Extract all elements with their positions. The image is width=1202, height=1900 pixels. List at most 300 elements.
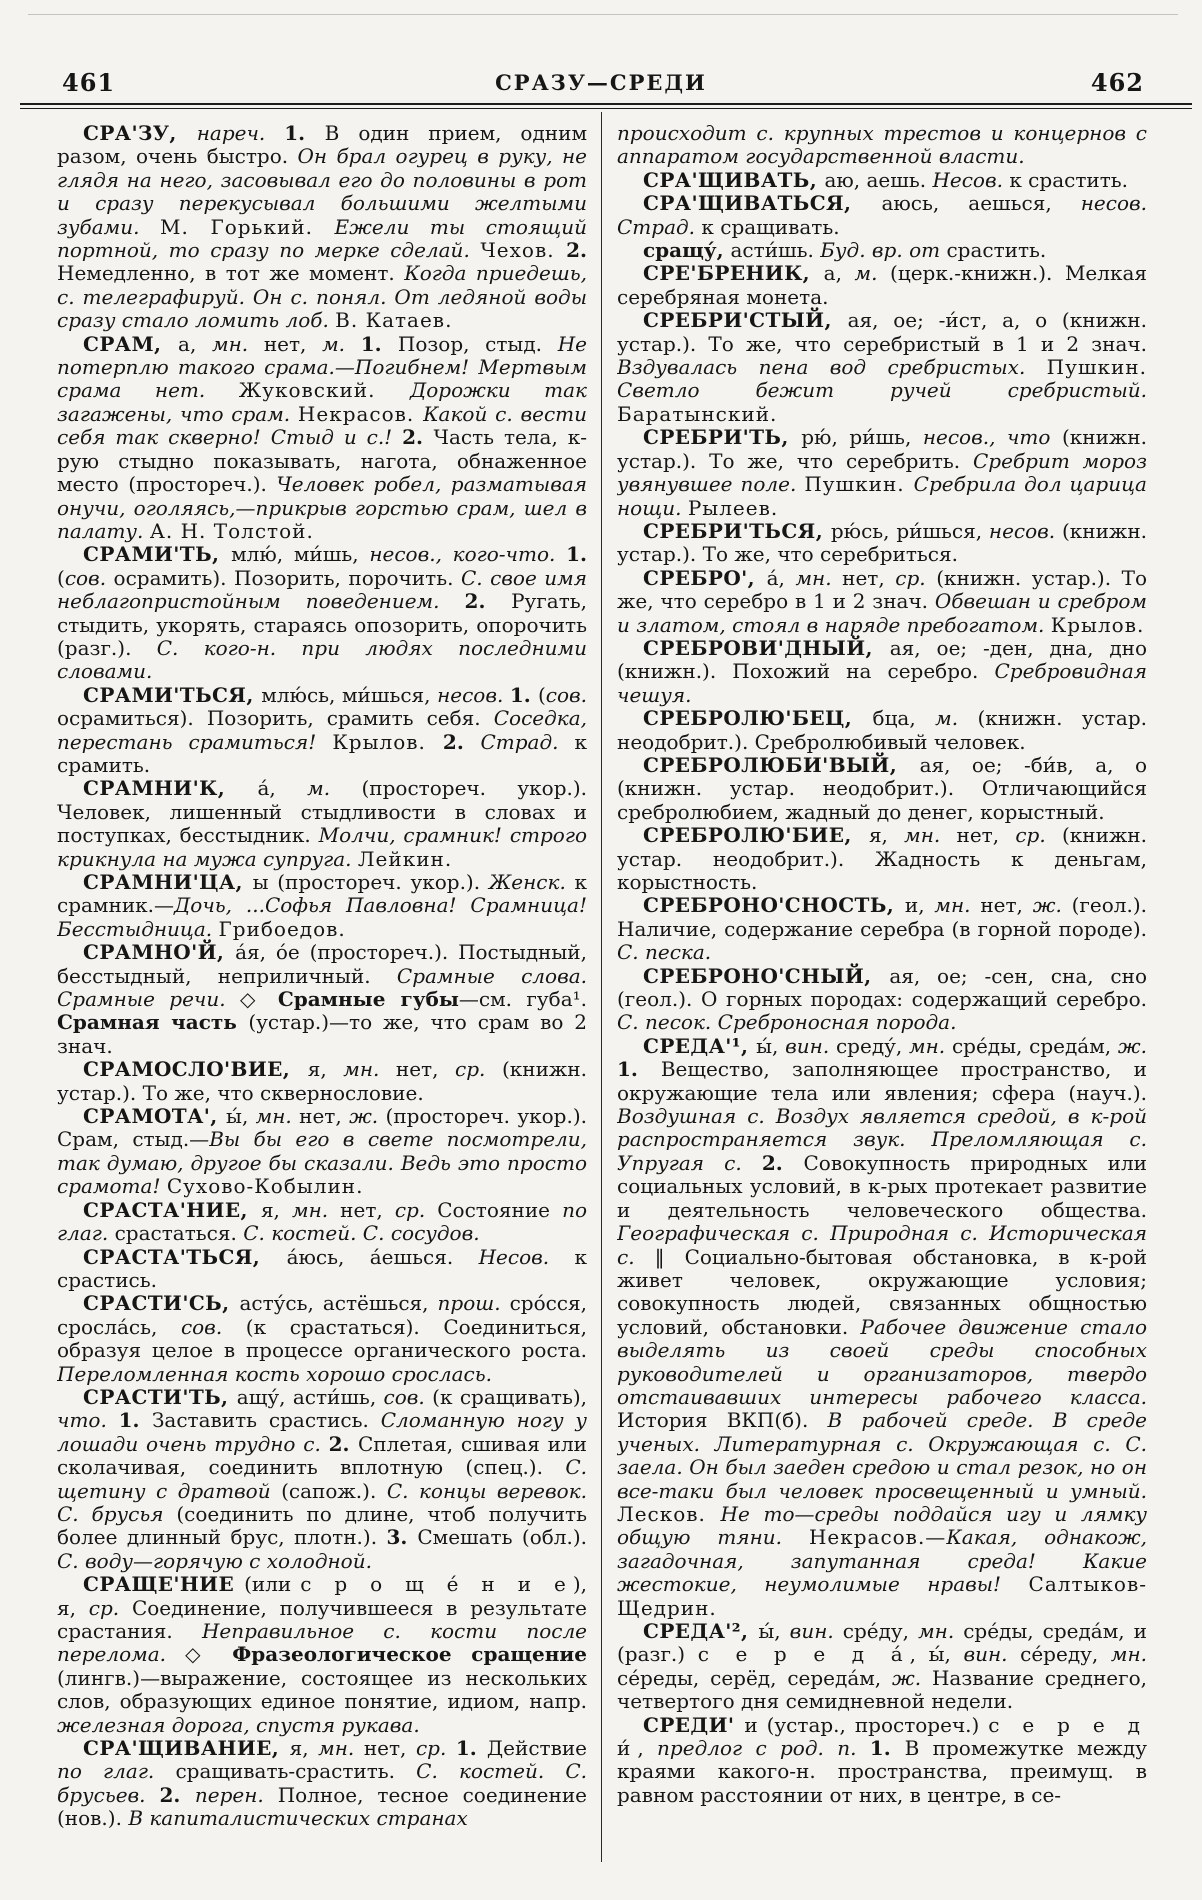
text-run: (церк.-книжн.). Мелкая серебряная монета. <box>617 261 1147 309</box>
headword: СРАСТИ'СЬ, <box>83 1291 240 1316</box>
headword: СРАМОСЛО'ВИЕ, <box>83 1057 308 1082</box>
text-run: среду́, <box>835 1033 910 1058</box>
text-run: Часть тела, к-рую стыдно показывать, нагота, обнаженное место (простореч.). <box>57 425 587 497</box>
text-run: и (устар., простореч.) <box>744 1712 989 1737</box>
text-run: Салтыков-Щедрин. <box>617 1572 1147 1620</box>
text-run: (сапож.). <box>281 1478 387 1503</box>
headword: СРЕ'БРЕНИК, <box>643 261 824 286</box>
text-run: млю́сь, ми́шься, <box>261 682 438 707</box>
text-run: сре́ды, среда́м, и (разг.) <box>617 1619 1147 1667</box>
text-run: ы́, <box>758 1619 790 1643</box>
text-run: железная дорога, спустя рукава. <box>57 1712 420 1737</box>
text-run: Ежели ты стоящий портной, то сразу по мерке сделай. <box>57 214 587 263</box>
text-run: нет, <box>363 1736 416 1761</box>
text-run: Срамные губы <box>277 987 459 1012</box>
text-run: а́, <box>766 565 796 590</box>
text-run: Дочь, ...Софья Павловна! Срамница! Бесстыдница. <box>57 893 587 941</box>
text-run: 2. <box>328 1431 358 1456</box>
text-run: се́реду, <box>1020 1642 1111 1667</box>
text-run: Лейкин. <box>357 846 453 871</box>
text-run: С. свое имя неблагопристойным поведением. <box>57 565 587 614</box>
headword: СРЕБРО', <box>643 565 767 590</box>
text-run: нет, <box>340 1197 395 1222</box>
text-run: Позор, стыд. <box>397 331 558 356</box>
text-run: мн. <box>934 893 981 918</box>
entry-sredi <box>617 1714 1147 1808</box>
entry-srebristy <box>617 309 1147 426</box>
text-run: (книжн. устар. неодобрит.). Сребролюбивый человек. <box>617 706 1147 754</box>
text-run: В. Катаев. <box>335 308 453 333</box>
entry-srastanie <box>57 1199 587 1246</box>
headword: СРЕБРОЛЮБИ'ВЫЙ, <box>643 752 920 777</box>
text-run: 2. <box>761 1150 804 1175</box>
text-run: (лингв.)—выражение, состоящее из нескольких слов, образующих единое понятие, идиом, напр. <box>57 1665 587 1714</box>
text-run: В капиталистических странах <box>128 1806 468 1831</box>
text-run: (соединить по длине, чтоб получить более длинный брус, плотн.). <box>57 1501 587 1550</box>
text-run: к срамить. <box>57 729 587 777</box>
headword: СРЕДА'², <box>643 1619 759 1643</box>
text-run: ж. <box>349 1104 386 1129</box>
header-double-rule <box>20 103 1192 109</box>
headword: СРА'ЩИВАТЬ, <box>643 167 825 192</box>
text-run: рю́, ри́шь, <box>801 425 923 450</box>
text-run: а, <box>178 331 213 356</box>
text-run: Чехов. <box>480 238 567 263</box>
entry-srastit <box>57 1386 587 1573</box>
headword: СРАЩЕ'НИЕ <box>83 1572 245 1597</box>
text-run: —см. губа¹. <box>458 987 587 1012</box>
text-run: несов. Страд. <box>617 191 1147 239</box>
headword: СРА'ЩИВАНИЕ, <box>83 1736 290 1761</box>
text-run: Сребрила дол царица нощи. <box>617 472 1147 520</box>
headword: СРЕБРОНО'СНЫЙ, <box>643 963 890 988</box>
text-run: Совокупность природных или социальных условий, в к-рых протекает развитие и деятельность человеческого общества. <box>617 1150 1147 1222</box>
text-run: несов., кого-что. <box>369 542 567 567</box>
headword: СРАСТА'НИЕ, <box>83 1197 261 1222</box>
text-run: ы (простореч. укор.). <box>252 870 489 894</box>
text-run: А. Н. Толстой. <box>149 518 314 543</box>
text-run: Соединение, получившееся в результате срастания. <box>57 1595 587 1643</box>
text-run: С. щетину с дратвой <box>57 1455 587 1503</box>
text-run: Пушкин. <box>804 472 914 497</box>
headword: СРЕБРИ'СТЫЙ, <box>643 308 848 333</box>
text-run: Когда приедешь, с. телеграфируй. Он с. понял. От ледяной воды сразу стало ломить лоб. <box>57 261 587 333</box>
text-run: Некрасов. <box>297 401 424 426</box>
headword: СРЕБРОЛЮ'БИЕ, <box>643 823 869 848</box>
text-run: Некрасов.— <box>808 1525 947 1550</box>
text-run: асту́сь, астёшься, <box>239 1291 438 1316</box>
entry-sramnik <box>57 777 587 871</box>
text-run: ая, ое; -би́в, а, о (книжн. устар. неодобрит.). Отличающийся сребролюбием, жадный до денег, корыстный. <box>617 752 1147 824</box>
text-run: Фразеологическое сращение <box>232 1642 587 1667</box>
text-run: (книжн. устар.). То же, что серебриться. <box>617 518 1147 567</box>
text-run: а́я, о́е (простореч.). Постыдный, бесстыдный, неприличный. <box>57 940 587 988</box>
entry-sramit <box>57 543 587 683</box>
text-run: вин. <box>789 1619 843 1643</box>
text-run: нет, <box>956 823 1016 848</box>
headword: СРЕБРОНО'СНОСТЬ, <box>643 893 905 918</box>
text-run: я, <box>260 1197 292 1222</box>
text-run: Жуковский. <box>238 378 410 403</box>
text-run: Вещество, заполняющее пространство, и окружающие тела или явления; сфера (науч.). <box>617 1057 1147 1105</box>
text-run: аюсь, аешься, <box>881 191 1081 216</box>
headword: СРАМНО'Й, <box>83 940 236 965</box>
entry-srashchenie <box>57 1573 587 1737</box>
text-run: (простореч. укор.). Срам, стыд.— <box>57 1104 587 1152</box>
text-run: Срамная часть <box>57 1010 249 1035</box>
text-run: се́реды, серёд, середа́м, <box>617 1665 893 1690</box>
entry-srebrit <box>617 426 1147 520</box>
text-run: ср. <box>455 1057 502 1082</box>
headword: СРАМОТА', <box>83 1104 227 1129</box>
text-run: осрамиться). Позорить, срамить себя. <box>57 706 494 731</box>
text-run: Светло бежит ручей сребристый. <box>617 378 1147 403</box>
text-run: История ВКП(б). <box>617 1408 828 1433</box>
text-run: В промежутке между краями какого-н. пространства, преимущ. в равном расстоянии от них, в центре, в се- <box>617 1736 1147 1807</box>
text-run: мн. <box>255 1104 300 1129</box>
text-run: (к сращивать), <box>432 1384 587 1409</box>
text-run: сов. <box>64 565 114 590</box>
column-divider-rule <box>601 112 602 1862</box>
text-run: Название среднего, четвертого дня семидневной недели. <box>617 1665 1147 1714</box>
headword: СРЕБРИ'ТЬСЯ, <box>643 518 831 543</box>
entry-srebronosny <box>617 965 1147 1035</box>
text-run: Действие <box>486 1736 587 1761</box>
text-run: сре́ду, <box>842 1619 919 1643</box>
text-run: ж. <box>1032 893 1072 918</box>
headword: СРЕБРИ'ТЬ, <box>643 425 802 450</box>
text-run: Сребровидная чешуя. <box>617 659 1147 707</box>
entry-srebrolyubets <box>617 707 1147 754</box>
text-run: а́юсь, а́ешься. <box>286 1244 479 1269</box>
text-run: ), я, <box>57 1572 587 1620</box>
text-run: сро́сся, сросла́сь, <box>57 1291 587 1339</box>
text-run: 1. <box>566 542 587 567</box>
text-run: к срастись. <box>57 1244 587 1292</box>
text-run: (простореч. укор.). Человек, лишенный стыдливости в словах и поступках, бесстыдник. <box>57 776 587 848</box>
text-run: нет, <box>299 1104 350 1129</box>
text-run: а, <box>823 261 855 286</box>
text-run: рю́сь, ри́шься, <box>830 518 989 543</box>
running-head: СРАЗУ—СРЕДИ <box>495 70 707 95</box>
text-run: (книжн. устар.). То же, что сквернословие. <box>57 1057 587 1105</box>
headword: СРАМ, <box>83 331 179 356</box>
entry-srashchivatsya <box>617 192 1147 239</box>
text-run: ◇ <box>185 1642 233 1667</box>
text-run: ( <box>57 565 65 590</box>
text-run: Заставить срастись. <box>151 1408 381 1433</box>
text-run: бца, <box>872 706 936 731</box>
text-run: ср. <box>415 1736 456 1761</box>
text-run: 1. <box>284 122 325 145</box>
text-run: срастить. <box>946 238 1047 263</box>
text-run: 2. <box>159 1782 195 1807</box>
text-run: Не то—среды поддайся игу и лямку общую тяни. <box>617 1501 1147 1550</box>
text-run: к сращивать. <box>701 214 840 239</box>
text-run: В рабочей среде. В среде ученых. Литературная с. Окружающая с. С. заела. Он был заеден средою и стал резок, но он все-таки был человек просвещенный и умный. <box>617 1408 1147 1503</box>
entry-srashchu <box>617 239 1147 262</box>
headword: СРЕДИ' <box>643 1712 745 1737</box>
text-run: мн. <box>795 565 843 590</box>
text-run: Дорожки так загажены, что срам. <box>57 378 587 426</box>
text-run: Вздувалась пена вод сребристых. <box>617 355 1047 380</box>
text-run: и, <box>904 893 935 918</box>
page-number-left: 461 <box>62 68 116 97</box>
text-run: 1. <box>869 1736 905 1761</box>
text-run: осрамить). Позорить, порочить. <box>113 565 461 590</box>
text-run: мн. <box>291 1197 341 1222</box>
headword: СРАМНИ'К, <box>83 776 258 801</box>
text-run: Состояние <box>437 1197 563 1222</box>
text-run: с е р е д и́ <box>617 1712 1147 1761</box>
entry-srebro <box>617 567 1147 637</box>
text-run: Несов. <box>478 1244 575 1269</box>
text-run: вин. <box>785 1033 836 1058</box>
text-run: Он брал огурец в руку, не глядя на него, засовывал его до половины в рот и сразу перекусывал большими желтыми зубами. <box>57 144 587 239</box>
text-run: Немедленно, в тот же момент. <box>57 261 405 286</box>
text-run: ащу́, асти́шь, <box>236 1384 384 1409</box>
text-run: с р о щ е́ н и е <box>300 1572 573 1597</box>
text-run: ср. <box>1015 823 1062 848</box>
text-run: Крылов. <box>332 729 443 754</box>
entry-srashchivat <box>617 169 1147 192</box>
text-run: 2. <box>464 589 512 614</box>
text-run: мн. <box>212 331 264 356</box>
text-run: Не потерплю такого срама.—Погибнем! Мертвым срама нет. <box>57 331 587 403</box>
entry-sramoslovie <box>57 1058 587 1105</box>
text-run: нет, <box>263 331 323 356</box>
entry-srebronosnost <box>617 894 1147 964</box>
text-run: с е р е д а́ <box>697 1642 910 1667</box>
page-top-edge-line <box>28 14 1178 15</box>
entry-sramota <box>57 1105 587 1199</box>
text-run: мн. <box>1110 1642 1147 1667</box>
entry-srastis <box>57 1292 587 1386</box>
text-run: 1. <box>118 1408 152 1433</box>
text-run: я, <box>868 823 905 848</box>
text-run: 3. <box>386 1525 418 1550</box>
text-run: Воздушная с. Воздух является средой, в к-рой распространяется звук. Преломляющая с. Упругая с. <box>617 1104 1147 1175</box>
headword: СРАМНИ'ЦА, <box>83 870 253 894</box>
text-run: нареч. <box>196 122 285 145</box>
entry-continuation <box>617 122 1147 169</box>
text-run: Страд. <box>480 729 575 754</box>
text-run: (к срастаться). Соединиться, образуя целое в процессе органического роста. <box>57 1314 587 1363</box>
text-run: м. <box>854 261 891 286</box>
text-run: Переломленная кость хорошо срослась. <box>57 1361 492 1386</box>
text-run: Географическая с. Природная с. Историческая с. <box>617 1221 1147 1269</box>
text-run: Обвешан и сребром и златом, стоял в наряде пребогатом. <box>617 589 1147 637</box>
entry-srashchivanie <box>57 1737 587 1831</box>
text-run: С. кого-н. при людях последними словами. <box>57 635 587 684</box>
text-run: ср. <box>394 1197 438 1222</box>
text-run: сов. <box>545 682 587 707</box>
text-run: Женск. <box>488 870 575 894</box>
text-run: Какой с. вести себя так скверно! Стыд и с.! <box>57 401 587 450</box>
text-run: (геол.). Наличие, содержание серебра (в горной породе). <box>617 893 1147 941</box>
entry-sramitsya <box>57 684 587 778</box>
text-run: Крылов. <box>1050 612 1145 637</box>
text-run: , ы́, <box>909 1642 964 1667</box>
text-run: ‖ Социально-бытовая обстановка, в к-рой живет человек, окружающие условия; совокупность людей, связанных общностью условий, обстановки. <box>617 1244 1147 1339</box>
text-run: М. Горький. <box>160 214 335 239</box>
headword: СРАСТИ'ТЬ, <box>83 1384 237 1409</box>
text-run: 1. <box>509 682 538 707</box>
text-run: мн. <box>343 1057 396 1082</box>
text-run: Лесков. <box>617 1501 721 1526</box>
text-run: срастаться. <box>114 1221 244 1246</box>
text-run: В один прием, одним разом, очень быстро. <box>57 122 587 169</box>
text-run: ы́, <box>226 1104 256 1129</box>
text-run: Срамные слова. Срамные речи. <box>57 963 587 1012</box>
entry-srebritsya <box>617 520 1147 567</box>
text-run: Человек робел, разматывая онучи, оголяясь,—прикрыв горстью срам, шел в палату. <box>57 472 587 543</box>
text-run: м. <box>935 706 978 731</box>
text-run: ж. <box>892 1665 932 1690</box>
text-run: 1. <box>455 1736 487 1761</box>
text-run: сращу́, <box>643 238 731 263</box>
text-run: С. воду—горячую с холодной. <box>57 1548 372 1573</box>
entry-srebrolyubie <box>617 824 1147 894</box>
text-run: нет, <box>842 565 896 590</box>
text-run: по глаг. <box>57 1759 176 1784</box>
headword: СРЕДА'¹, <box>643 1033 757 1058</box>
text-run: С. концы веревок. С. брусья <box>57 1478 587 1526</box>
text-column-left <box>57 122 587 1867</box>
text-run: перен. <box>194 1782 278 1807</box>
text-run: ая, ое; -и́ст, а, о (книжн. устар.). То же, что серебристый в 1 и 2 знач. <box>617 308 1147 356</box>
text-run: (книжн. устар.). То же, что серебро в 1 и 2 знач. <box>617 565 1147 614</box>
text-run: Молчи, срамник! строго крикнула на мужа супруга. <box>57 823 587 871</box>
text-run: ◇ <box>240 987 278 1012</box>
text-run: С. песок. Среброносная порода. <box>617 1010 957 1035</box>
text-run: Пушкин. <box>1046 355 1147 380</box>
text-run: Смешать (обл.). <box>417 1525 587 1550</box>
text-run: (или <box>244 1572 301 1597</box>
text-run: сов. <box>383 1384 433 1409</box>
text-run: а́, <box>257 776 308 801</box>
text-run: сращивать-срастить. <box>175 1759 417 1784</box>
text-run: (устар.)—то же, что срам во 2 знач. <box>57 1010 587 1058</box>
text-run: 2. <box>442 729 481 754</box>
entry-sramnoy <box>57 941 587 1058</box>
entry-srebrenik <box>617 262 1147 309</box>
text-run: м. <box>322 331 361 356</box>
text-run: к срамник.— <box>57 870 587 918</box>
text-run: несов. <box>988 518 1062 543</box>
text-run: по глаг. <box>57 1197 587 1246</box>
entry-srebrolyubivy <box>617 754 1147 824</box>
text-run: млю́, ми́шь, <box>231 542 370 567</box>
text-run: асти́шь. <box>730 238 821 263</box>
entry-srastatsya <box>57 1246 587 1293</box>
text-run: Какая, однакож, загадочная, запутанная среда! Какие жестокие, неумолимые нравы! <box>617 1525 1147 1597</box>
text-run: ср. <box>895 565 937 590</box>
text-run: Сломанную ногу у лошади очень трудно с. <box>57 1408 587 1456</box>
text-run: 2. <box>566 238 587 263</box>
text-run: ср. <box>88 1595 132 1620</box>
text-run: происходит с. крупных трестов и концернов с аппаратом государственной власти. <box>617 122 1147 169</box>
headword: СРА'ЗУ, <box>83 122 197 145</box>
text-run: Ругать, стыдить, укорять, стараясь опозорить, опорочить (разг.). <box>57 589 587 660</box>
text-run: предлог с род. п. <box>657 1736 870 1761</box>
text-run: несов. <box>437 682 510 707</box>
text-run: ж. <box>1117 1033 1147 1058</box>
headword: СРА'ЩИВАТЬСЯ, <box>643 191 882 216</box>
text-run: С. костей. С. сосудов. <box>243 1221 480 1246</box>
text-run: 2. <box>402 425 434 450</box>
text-run: я, <box>289 1736 319 1761</box>
text-run: (книжн. устар.). То же, что серебрить. <box>617 425 1147 473</box>
text-run: вин. <box>963 1642 1021 1667</box>
text-run: С. песка. <box>617 940 712 965</box>
text-run: м. <box>307 776 362 801</box>
headword: СРАМИ'ТЬ, <box>83 542 232 567</box>
text-run: (книжн. устар. неодобрит.). Жадность к деньгам, корыстность. <box>617 823 1147 894</box>
text-run: ( <box>537 682 546 707</box>
entry-srazu <box>57 122 587 333</box>
text-run: сов. <box>180 1314 246 1339</box>
text-run: С. брусьев. <box>57 1759 587 1807</box>
text-run: Грибоедов. <box>218 916 346 941</box>
text-run: Рылеев. <box>687 495 779 520</box>
text-run: мн. <box>904 823 957 848</box>
text-run: Рабочее движение стало выделять из своей среды способных руководителей и организаторов, твердо отстаивавших интересы рабочего класса. <box>617 1314 1147 1409</box>
text-run: мн. <box>909 1033 952 1058</box>
page-number-right: 462 <box>1090 68 1144 97</box>
text-run: Вы бы его в свете посмотрели, так думаю, другое бы сказали. Ведь это просто срамота! <box>57 1127 587 1199</box>
text-run: мн. <box>318 1736 364 1761</box>
text-run: Буд. вр. от <box>820 238 947 263</box>
headword: СРАСТА'ТЬСЯ, <box>83 1244 287 1269</box>
entry-sram <box>57 333 587 544</box>
text-run: 1. <box>360 331 398 356</box>
entry-sramnitsa <box>57 871 587 941</box>
text-run: к срастить. <box>1009 167 1129 192</box>
text-run: сре́ды, среда́м, <box>951 1033 1118 1058</box>
text-run: С. костей. <box>416 1759 566 1784</box>
entry-sreda1 <box>617 1035 1147 1620</box>
text-run: я, <box>307 1057 344 1082</box>
text-run: Сухово-Кобылин. <box>166 1174 364 1199</box>
text-run: Соседка, перестань срамиться! <box>57 706 587 754</box>
text-run: 1. <box>617 1057 661 1082</box>
text-run: прош. <box>437 1291 510 1316</box>
text-run: несов., что <box>922 425 1062 450</box>
entry-sreda2 <box>617 1620 1147 1714</box>
text-run: ая, ое; -сен, сна, сно (геол.). О горных породах: содержащий серебро. <box>617 963 1147 1012</box>
text-run: Полное, тесное соединение (нов.). <box>57 1782 587 1831</box>
headword: СРЕБРОЛЮ'БЕЦ, <box>643 706 873 731</box>
text-run: ая, ое; -ден, дна, дно (книжн.). Похожий на серебро. <box>617 635 1147 684</box>
text-run: Несов. <box>932 167 1010 192</box>
text-run: нет, <box>395 1057 456 1082</box>
text-run: ы́, <box>756 1033 786 1058</box>
text-run: аю, аешь. <box>824 167 933 192</box>
text-run: нет, <box>980 893 1033 918</box>
text-run: Баратынский. <box>617 401 778 426</box>
text-run: Неправильное с. кости после перелома. <box>57 1619 587 1667</box>
text-run: Сребрит мороз увянувшее поле. <box>617 448 1147 497</box>
text-column-right <box>617 122 1147 1867</box>
entry-srebrovidny <box>617 637 1147 707</box>
text-run: , <box>637 1736 658 1761</box>
text-run: Сплетая, сшивая или сколачивая, соединить вплотную (спец.). <box>57 1431 587 1480</box>
text-run: мн. <box>918 1619 964 1643</box>
headword: СРЕБРОВИ'ДНЫЙ, <box>643 635 890 660</box>
text-run: что. <box>57 1408 119 1433</box>
headword: СРАМИ'ТЬСЯ, <box>83 682 262 707</box>
